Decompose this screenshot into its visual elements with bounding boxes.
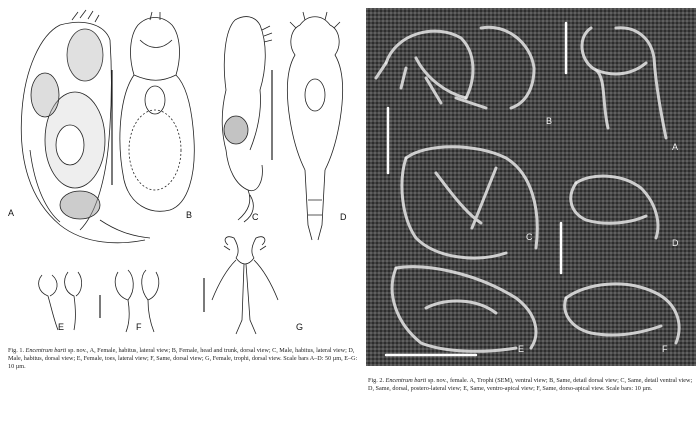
figure-2-caption-text: sp. nov., female. A, Trophi (SEM), ventral view; B, Same, detail dorsal view; C, Same, detail ventral view; D, Same, dorsal, postero-lateral view; E, Same, ventro-apical view; F, Same, dorso-apical view. Scale bars: 10 µm. (368, 377, 693, 392)
sem-panel-a-trophi (582, 28, 666, 138)
figure-2-caption (368, 377, 693, 393)
panel-label-a: A (8, 208, 15, 218)
figure-2-sem-micrograph (366, 8, 696, 366)
panel-label-b: B (186, 210, 193, 220)
figure-1-caption-id: Fig. 1. (8, 347, 24, 354)
drawing-b-female-dorsal (120, 12, 194, 211)
sem-panel-e-trophi (392, 267, 536, 352)
drawing-c-male-lateral (222, 17, 272, 222)
sem-label-e: E (518, 344, 525, 354)
sem-panel-f-trophi (565, 284, 679, 343)
sem-panel-c-trophi (402, 147, 537, 258)
figure-2-caption-species: Encentrum barti (385, 377, 427, 384)
sem-label-d: D (672, 238, 679, 248)
figure-1-artwork (0, 0, 360, 340)
figure-1-caption-text: sp. nov., A, Female, habitus, lateral view; B, Female, head and trunk, dorsal view; C, Male, habitus, lateral view; D, Male, habitus, dorsal view; E, Female, toes, lateral view; F, Same, dorsal view; G, Female, trophi, dorsal view. Scale bars A–D: 50 µm, E–G: 10 µm. (8, 347, 358, 370)
panel-label-f: F (136, 322, 142, 332)
figure-2-artwork (366, 8, 696, 366)
sem-panel-d-trophi (571, 176, 658, 238)
sem-label-a: A (672, 142, 679, 152)
panel-label-g: G (296, 322, 304, 332)
figure-1-caption-species: Encentrum barti (25, 347, 67, 354)
sem-label-b: B (546, 116, 553, 126)
drawing-g-trophi (212, 237, 278, 334)
panel-label-d: D (340, 212, 347, 222)
figure-2-caption-id: Fig. 2. (368, 377, 384, 384)
figure-1-caption (8, 347, 358, 371)
panel-label-c: C (252, 212, 259, 222)
sem-panel-b-trophi (376, 27, 534, 108)
sem-label-c: C (526, 232, 533, 242)
panel-label-e: E (58, 322, 65, 332)
figure-1-drawings (0, 0, 360, 340)
drawing-d-male-dorsal (287, 12, 342, 240)
sem-label-f: F (662, 344, 668, 354)
